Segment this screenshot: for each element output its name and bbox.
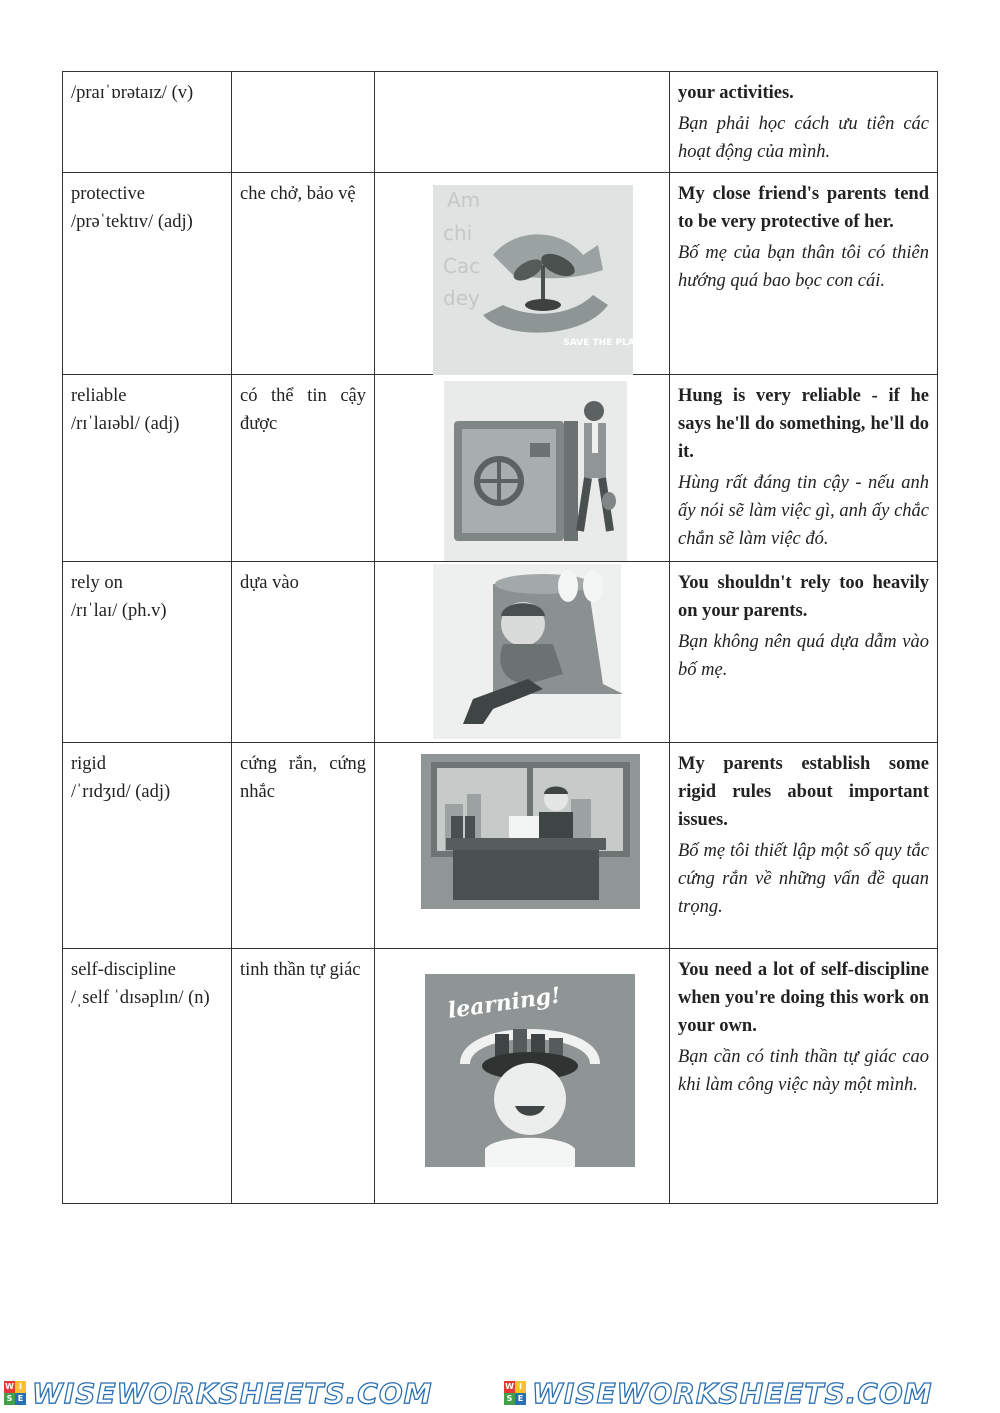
meaning-cell [232,562,375,743]
example-sentence: Hung is very reliable - if he says he'll do something, he'll do it. [678,386,929,462]
example-cell [670,949,938,1204]
picture-cell [375,72,670,173]
footer-brand-strip [0,1378,1000,1408]
example-translation: Hùng rất đáng tin cậy - nếu anh ấy nói sẽ làm việc gì, anh ấy chắc chắn sẽ làm việc đó. [678,473,929,549]
example-translation: Bố mẹ tôi thiết lập một số quy tắc cứng rắn về những vấn đề quan trọng. [678,841,929,917]
vietnamese-meaning: cứng rắn, cứng nhắc [240,754,366,802]
picture-cell [375,375,670,562]
word: self-discipline [71,960,176,980]
example-cell [670,743,938,949]
save-the-planet-label: SAVE THE PLANET [563,338,655,348]
meaning-cell [232,72,375,173]
table-row [63,743,938,949]
table-row [63,562,938,743]
example-translation: Bạn cần có tinh thần tự giác cao khi làm công việc này một mình. [678,1047,929,1095]
vietnamese-meaning: dựa vào [240,573,299,593]
word-cell [63,949,232,1204]
example-sentence: You shouldn't rely too heavily on your parents. [678,573,929,621]
learning-label: learning! [446,982,563,1024]
word: rigid [71,754,106,774]
ipa: /praɪˈɒrətaɪz/ (v) [71,83,194,103]
svg-text:dey: dey [443,286,480,310]
meaning-cell [232,375,375,562]
example-sentence: My parents establish some rigid rules about important issues. [678,754,929,830]
picture-cell [375,562,670,743]
example-sentence: My close friend's parents tend to be very protective of her. [678,184,929,232]
example-translation: Bố mẹ của bạn thân tôi có thiên hướng quá bao bọc con cái. [678,243,929,291]
safe-man-icon [444,381,627,561]
ipa: /prəˈtektɪv/ (adj) [71,212,193,232]
ipa: /rɪˈlaɪ/ (ph.v) [71,601,167,621]
brand-name: WISEWORKSHEETS.COM [32,1376,433,1410]
table-row [63,173,938,375]
example-translation: Bạn phải học cách ưu tiên các hoạt động của mình. [678,114,929,162]
brand-name: WISEWORKSHEETS.COM [532,1376,933,1410]
word: rely on [71,573,123,593]
table-row [63,949,938,1204]
vietnamese-meaning: tinh thần tự giác [240,960,361,980]
word-cell [63,375,232,562]
example-sentence: You need a lot of self-discipline when you're doing this work on your own. [678,960,929,1036]
brand-logo[interactable] [0,1377,500,1410]
word-cell [63,562,232,743]
ipa: /rɪˈlaɪəbl/ (adj) [71,414,180,434]
svg-text:Cac: Cac [443,254,481,278]
hands-plant-icon [433,185,655,375]
vietnamese-meaning: có thể tin cậy được [240,386,366,434]
office-man-icon [421,754,640,909]
vocabulary-table [62,71,938,1204]
brand-logo[interactable] [500,1377,1000,1410]
word-cell [63,173,232,375]
ipa: /ˈrɪdʒɪd/ (adj) [71,782,171,802]
svg-text:chi: chi [443,221,473,245]
example-cell [670,72,938,173]
meaning-cell [232,173,375,375]
meaning-cell [232,949,375,1204]
learning-head-icon [425,974,635,1167]
ipa: /ˌself ˈdɪsəplɪn/ (n) [71,988,210,1008]
example-cell [670,562,938,743]
example-sentence: your activities. [678,83,794,103]
word: protective [71,184,145,204]
boy-resting-icon [433,564,621,739]
svg-text:Am: Am [447,188,481,212]
meaning-cell [232,743,375,949]
word: reliable [71,386,127,406]
wise-logo-icon: W I S E [4,1381,26,1405]
picture-cell [375,743,670,949]
vietnamese-meaning: che chở, bảo vệ [240,184,356,204]
picture-cell [375,173,670,375]
example-cell [670,173,938,375]
table-row [63,375,938,562]
table-row [63,72,938,173]
example-translation: Bạn không nên quá dựa dẫm vào bố mẹ. [678,632,929,680]
word-cell [63,72,232,173]
example-cell [670,375,938,562]
word-cell [63,743,232,949]
picture-cell [375,949,670,1204]
wise-logo-icon: W I S E [504,1381,526,1405]
